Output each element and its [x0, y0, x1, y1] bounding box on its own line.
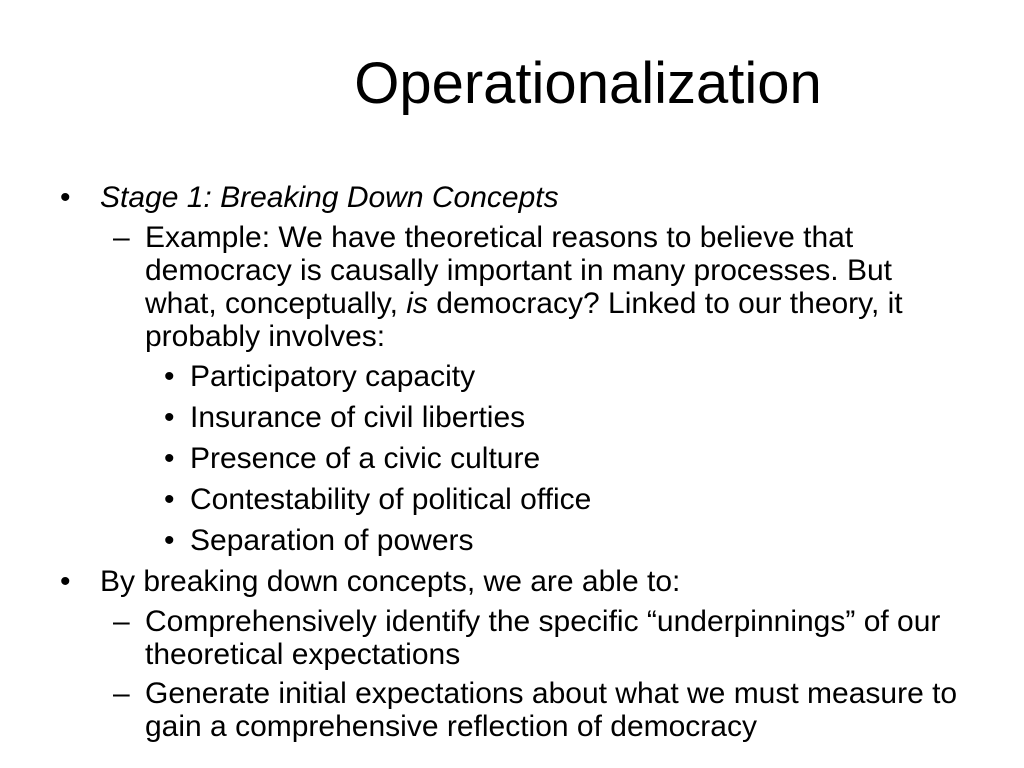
- stage-heading: Stage 1: Breaking Down Concepts: [100, 181, 559, 214]
- bullet-icon: •: [164, 360, 175, 393]
- benefit-item: [0, 605, 1024, 671]
- benefit-text: Generate initial expectations about what we must measure to gain a comprehensive reflection of democracy: [145, 677, 958, 743]
- component-label: Separation of powers: [190, 524, 474, 557]
- example-text-start: Example: We have theoretical reasons to believe that democracy is causally important in many processes. But what, conceptually,: [145, 221, 892, 320]
- sub-item-example: [0, 221, 1024, 353]
- example-emphasis: is: [406, 287, 428, 320]
- bullet-icon: •: [164, 524, 175, 557]
- benefit-text: Comprehensively identify the specific “underpinnings” of our theoretical expectations: [145, 605, 941, 671]
- bullet-icon: •: [60, 181, 71, 214]
- slide-title: Operationalization: [354, 51, 822, 116]
- component-label: Contestability of political office: [190, 483, 592, 516]
- component-item: [0, 523, 1024, 558]
- bullet-benefits: [0, 564, 1024, 599]
- component-label: Participatory capacity: [190, 360, 476, 393]
- component-label: Insurance of civil liberties: [190, 401, 526, 434]
- dash-icon: –: [113, 605, 130, 638]
- dash-icon: –: [113, 677, 130, 710]
- bullet-icon: •: [60, 565, 71, 598]
- component-item: [0, 359, 1024, 394]
- benefits-heading: By breaking down concepts, we are able to:: [100, 565, 681, 598]
- bullet-icon: •: [164, 483, 175, 516]
- component-item: [0, 482, 1024, 517]
- component-label: Presence of a civic culture: [190, 442, 541, 475]
- component-item: [0, 441, 1024, 476]
- example-text-end: democracy? Linked to our theory, it probably involves:: [145, 287, 903, 353]
- dash-icon: –: [113, 221, 130, 254]
- component-item: [0, 400, 1024, 435]
- bullet-stage-1: [0, 180, 1024, 215]
- slide-body: [0, 180, 1024, 749]
- bullet-icon: •: [164, 401, 175, 434]
- bullet-icon: •: [164, 442, 175, 475]
- benefit-item: [0, 677, 1024, 743]
